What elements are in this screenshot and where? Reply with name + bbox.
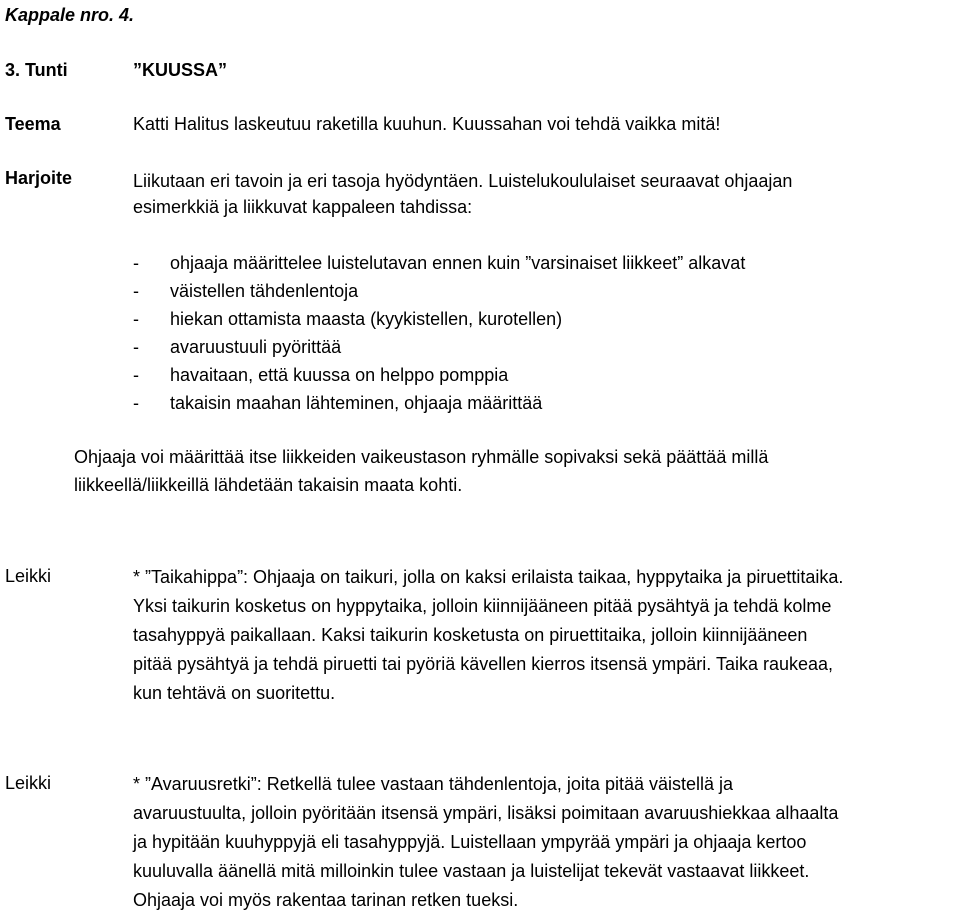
game-line: Yksi taikurin kosketus on hyppytaika, jolloin kiinnijääneen pitää pysähtyä ja tehdä kolme <box>133 596 832 616</box>
exercise-line: esimerkkiä ja liikkuvat kappaleen tahdissa: <box>133 197 473 217</box>
list-item: - avaruustuuli pyörittää <box>133 333 745 361</box>
game-line: * ”Taikahippa”: Ohjaaja on taikuri, jolla on kaksi erilaista taikaa, hyppytaika ja piruettitaika. <box>133 567 844 587</box>
game-line: kun tehtävä on suoritettu. <box>133 683 336 703</box>
game-description <box>133 770 838 915</box>
list-dash: - <box>133 365 139 385</box>
list-dash: - <box>133 309 139 329</box>
game-line: avaruustuulta, jolloin pyöritään itsensä ympäri, lisäksi poimitaan avaruushiekkaa alhaalta <box>133 803 839 823</box>
lesson-topic: ”KUUSSA” <box>133 60 228 80</box>
game-line: tasahyppyä paikallaan. Kaksi taikurin kosketusta on piruettitaika, jolloin kiinnijääneen <box>133 625 808 645</box>
theme-text: Katti Halitus laskeutuu raketilla kuuhun. Kuussahan voi tehdä vaikka mitä! <box>133 114 721 134</box>
list-item: - havaitaan, että kuussa on helppo pomppia <box>133 361 745 389</box>
exercise-list <box>133 249 745 417</box>
game-description <box>133 563 843 708</box>
game-line: ja hypitään kuuhyppyjä eli tasahyppyjä. Luistellaan ympyrää ympäri ja ohjaaja kertoo <box>133 832 807 852</box>
list-item: - väistellen tähdenlentoja <box>133 277 745 305</box>
theme-label: Teema <box>5 114 61 134</box>
exercise-line: Liikutaan eri tavoin ja eri tasoja hyödyntäen. Luistelukoululaiset seuraavat ohjaajan <box>133 171 793 191</box>
game-line: * ”Avaruusretki”: Retkellä tulee vastaan tähdenlentoja, joita pitää väistellä ja <box>133 774 734 794</box>
note-line: Ohjaaja voi määrittää itse liikkeiden vaikeustason ryhmälle sopivaksi sekä päättää millä <box>74 447 769 467</box>
list-item: - ohjaaja määrittelee luistelutavan ennen kuin ”varsinaiset liikkeet” alkavat <box>133 249 745 277</box>
list-item: - takaisin maahan lähteminen, ohjaaja määrittää <box>133 389 745 417</box>
list-dash: - <box>133 253 139 273</box>
game-label: Leikki <box>5 773 52 793</box>
game-label: Leikki <box>5 566 52 586</box>
list-dash: - <box>133 337 139 357</box>
note-line: liikkeellä/liikkeillä lähdetään takaisin maata kohti. <box>74 475 463 495</box>
list-dash: - <box>133 281 139 301</box>
lesson-label: 3. Tunti <box>5 60 68 80</box>
exercise-description <box>133 168 792 220</box>
exercise-note <box>74 443 768 499</box>
list-dash: - <box>133 393 139 413</box>
list-item: - hiekan ottamista maasta (kyykistellen, kurotellen) <box>133 305 745 333</box>
game-line: kuuluvalla äänellä mitä milloinkin tulee vastaan ja luistelijat tekevät vastaavat liikkeet. <box>133 861 810 881</box>
game-line: pitää pysähtyä ja tehdä piruetti tai pyöriä kävellen kierros itsensä ympäri. Taika raukeaa, <box>133 654 834 674</box>
document-title: Kappale nro. 4. <box>5 5 135 25</box>
game-line: Ohjaaja voi myös rakentaa tarinan retken tueksi. <box>133 890 519 910</box>
exercise-label: Harjoite <box>5 168 73 188</box>
